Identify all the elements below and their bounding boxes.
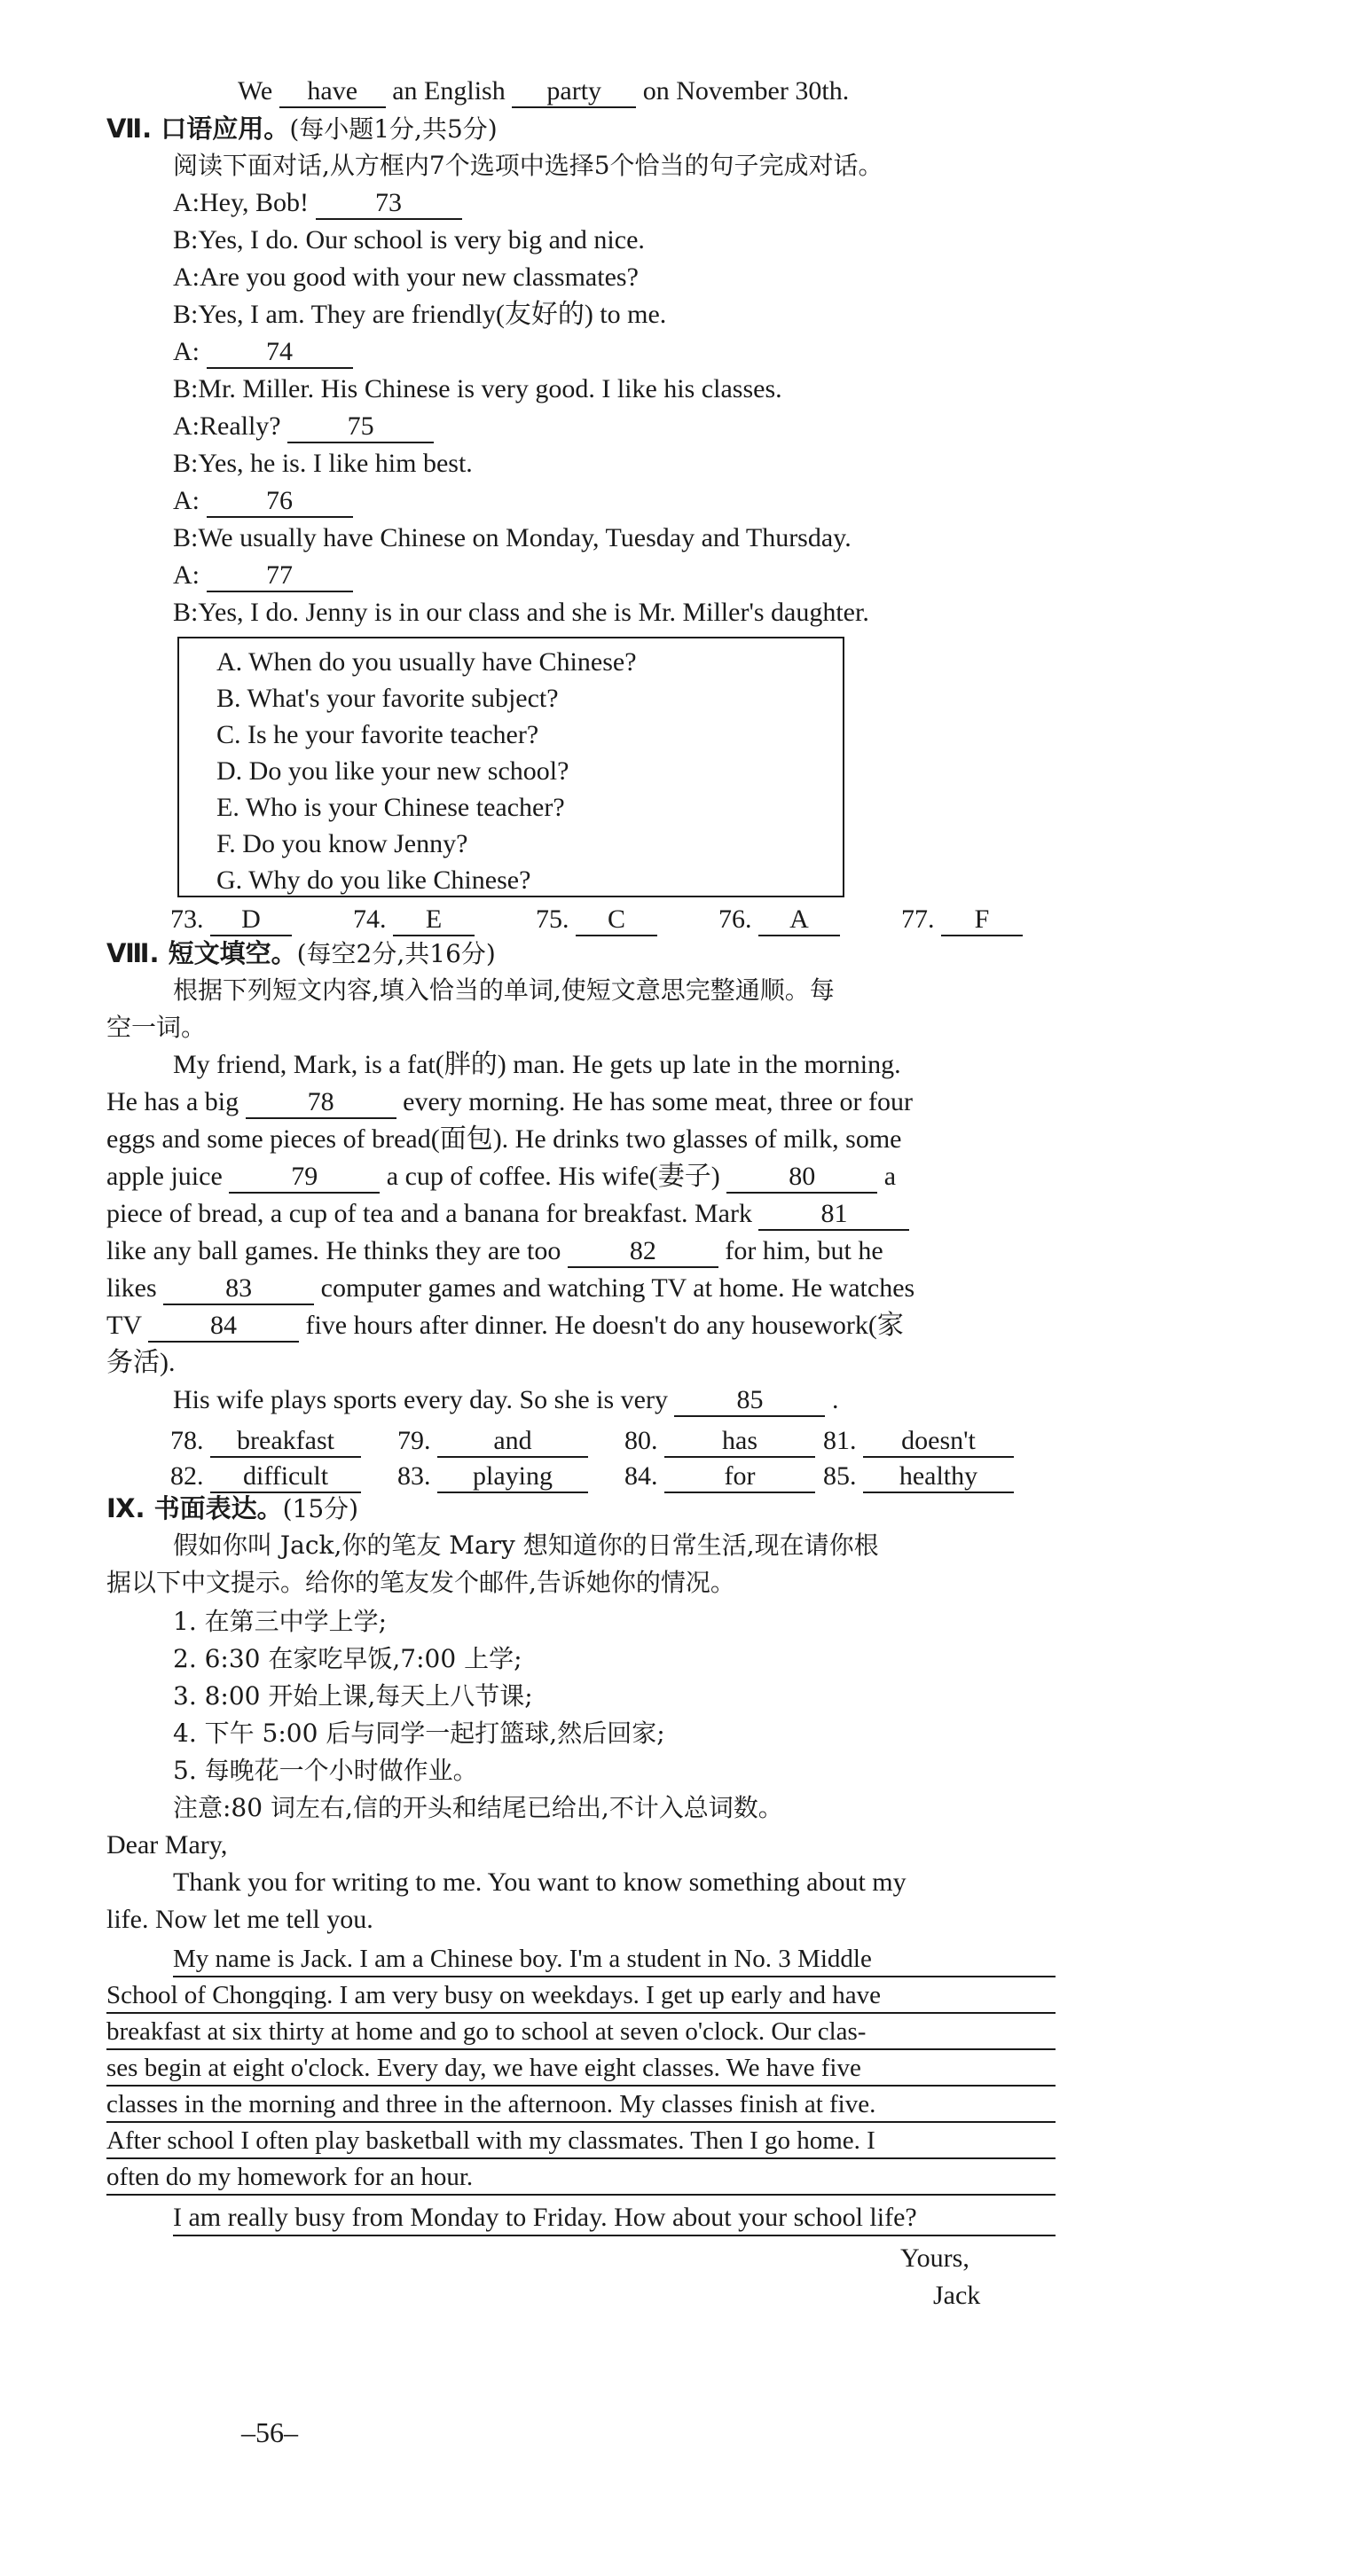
- essay-line: classes in the morning and three in the afternoon. My classes finish at five.: [106, 2087, 1056, 2123]
- answer-value: breakfast: [210, 1426, 361, 1458]
- passage-text: TV: [106, 1311, 142, 1340]
- dialog-line: [173, 445, 473, 482]
- answer-number: 75.: [536, 904, 569, 934]
- section9-title: Ⅸ. 书面表达。: [106, 1493, 283, 1523]
- answer-item: [170, 1422, 361, 1460]
- dialog-text: A:: [173, 337, 200, 366]
- section8-instruction-1: 根据下列短文内容,填入恰当的单词,使短文意思完整通顺。每: [173, 975, 835, 1005]
- option-item: B. What's your favorite subject?: [216, 684, 559, 713]
- passage-text: a: [883, 1162, 897, 1191]
- option-item: A. When do you usually have Chinese?: [216, 647, 637, 677]
- letter-opening-1: Thank you for writing to me. You want to know something about my: [173, 1867, 907, 1897]
- passage-text: five hours after dinner. He doesn't do any housework(家: [305, 1311, 904, 1340]
- passage-text: likes: [106, 1273, 157, 1303]
- option-item: D. Do you like your new school?: [216, 756, 569, 786]
- passage-line: [106, 1307, 904, 1344]
- passage-line: [106, 1158, 896, 1195]
- answer-item: [823, 1422, 1014, 1460]
- dialog-blank: 76: [207, 486, 353, 518]
- dialog-text: B:Mr. Miller. His Chinese is very good. I like his classes.: [173, 374, 782, 403]
- passage-text: His wife plays sports every day. So she is very: [173, 1385, 668, 1414]
- top-pre: We: [238, 76, 273, 106]
- dialog-line: [173, 296, 666, 333]
- essay-line: ses begin at eight o'clock. Every day, we have eight classes. We have five: [106, 2051, 1056, 2087]
- passage-text: every morning. He has some meat, three or four: [403, 1087, 913, 1116]
- option-item: G. Why do you like Chinese?: [216, 865, 531, 895]
- passage-text: eggs and some pieces of bread(面包). He drinks two glasses of milk, some: [106, 1124, 902, 1154]
- dialog-text: A:Are you good with your new classmates?: [173, 262, 639, 292]
- answer-item: [397, 1458, 588, 1495]
- hint-item: 5. 每晚花一个小时做作业。: [173, 1756, 478, 1785]
- dialog-line: [173, 259, 639, 296]
- passage-blank: 78: [246, 1087, 396, 1119]
- top-mid: an English: [392, 76, 506, 106]
- dialog-line: [173, 482, 353, 520]
- essay-line: School of Chongqing. I am very busy on weekdays. I get up early and have: [106, 1978, 1056, 2014]
- section7-heading: [106, 110, 498, 148]
- answer-item: [624, 1458, 815, 1495]
- answer-item: [901, 901, 1023, 938]
- answer-item: [718, 901, 840, 938]
- answer-value: F: [941, 904, 1023, 936]
- dialog-text: B:We usually have Chinese on Monday, Tuesday and Thursday.: [173, 523, 852, 552]
- dialog-blank: 75: [287, 411, 434, 443]
- answer-number: 79.: [397, 1426, 431, 1455]
- dialog-text: B:Yes, I am. They are friendly(友好的) to me.: [173, 300, 667, 329]
- answer-value: difficult: [210, 1461, 361, 1493]
- top-blank-1: have: [279, 76, 386, 108]
- passage-text: piece of bread, a cup of tea and a banana for breakfast. Mark: [106, 1199, 752, 1228]
- passage-line: [106, 1195, 909, 1233]
- dialog-text: A:Really?: [173, 411, 281, 441]
- dialog-line: [173, 222, 645, 259]
- section8-heading: [106, 935, 496, 973]
- answer-value: playing: [437, 1461, 588, 1493]
- answer-number: 81.: [823, 1426, 857, 1455]
- answer-item: [624, 1422, 815, 1460]
- answer-value: has: [664, 1426, 815, 1458]
- signature-yours: Yours,: [900, 2243, 969, 2273]
- dialog-line: [173, 594, 869, 631]
- section7-title: Ⅶ. 口语应用。: [106, 114, 290, 144]
- passage-text: like any ball games. He thinks they are too: [106, 1236, 561, 1265]
- passage-line: [106, 1121, 901, 1158]
- word-count-note: 注意:80 词左右,信的开头和结尾已给出,不计入总词数。: [173, 1793, 783, 1822]
- answer-value: C: [576, 904, 657, 936]
- option-item: E. Who is your Chinese teacher?: [216, 793, 565, 822]
- section8-title: Ⅷ. 短文填空。: [106, 938, 297, 968]
- section9-points: (15分): [282, 1494, 359, 1523]
- answer-item: [397, 1422, 588, 1460]
- passage-text: .: [831, 1385, 839, 1414]
- dialog-text: B:Yes, I do. Jenny is in our class and she is Mr. Miller's daughter.: [173, 598, 869, 627]
- passage-line: [106, 1344, 176, 1382]
- answer-value: for: [664, 1461, 815, 1493]
- answer-value: A: [758, 904, 840, 936]
- letter-opening-2: life. Now let me tell you.: [106, 1905, 373, 1934]
- passage-line: [173, 1046, 901, 1084]
- passage-blank: 82: [568, 1236, 718, 1268]
- answer-number: 76.: [718, 904, 752, 934]
- answer-number: 74.: [353, 904, 387, 934]
- dialog-blank: 74: [207, 337, 353, 369]
- answer-item: [353, 901, 475, 938]
- essay-line: often do my homework for an hour.: [106, 2160, 1056, 2196]
- answer-value: and: [437, 1426, 588, 1458]
- answer-number: 83.: [397, 1461, 431, 1491]
- passage-text: My friend, Mark, is a fat(胖的) man. He gets up late in the morning.: [173, 1050, 901, 1079]
- dialog-text: A:Hey, Bob!: [173, 188, 310, 217]
- essay-line: After school I often play basketball with my classmates. Then I go home. I: [106, 2124, 1056, 2159]
- answer-value: E: [393, 904, 475, 936]
- section8-points: (每空2分,共16分): [296, 939, 496, 968]
- answer-number: 78.: [170, 1426, 204, 1455]
- top-sentence: [238, 73, 849, 110]
- dialog-line: [173, 371, 782, 408]
- answer-item: [170, 901, 292, 938]
- passage-text: a cup of coffee. His wife(妻子): [386, 1162, 720, 1191]
- signature-name: Jack: [933, 2281, 981, 2310]
- passage-text: for him, but he: [725, 1236, 883, 1265]
- essay-line: My name is Jack. I am a Chinese boy. I'm a student in No. 3 Middle: [173, 1942, 1056, 1977]
- hint-item: 1. 在第三中学上学;: [173, 1607, 388, 1636]
- passage-line: [106, 1084, 913, 1121]
- section9-instruction-1: 假如你叫 Jack,你的笔友 Mary 想知道你的日常生活,现在请你根: [173, 1531, 879, 1560]
- dialog-text: B:Yes, I do. Our school is very big and nice.: [173, 225, 645, 254]
- passage-line: [106, 1270, 914, 1307]
- passage-blank: 83: [163, 1273, 314, 1305]
- section8-instruction-2: 空一词。: [106, 1013, 207, 1042]
- section7-points: (每小题1分,共5分): [289, 114, 498, 144]
- hint-item: 2. 6:30 在家吃早饭,7:00 上学;: [173, 1644, 522, 1673]
- answer-item: [823, 1458, 1014, 1495]
- hint-item: 4. 下午 5:00 后与同学一起打篮球,然后回家;: [173, 1719, 665, 1748]
- answer-item: [536, 901, 657, 938]
- dialog-blank: 73: [316, 188, 462, 220]
- option-item: C. Is he your favorite teacher?: [216, 720, 539, 749]
- dialog-line: [173, 520, 852, 557]
- answer-value: D: [210, 904, 292, 936]
- passage-text: computer games and watching TV at home. He watches: [320, 1273, 915, 1303]
- essay-line: breakfast at six thirty at home and go to school at seven o'clock. Our clas-: [106, 2015, 1056, 2050]
- passage-blank: 81: [758, 1199, 909, 1231]
- dialog-line: [173, 557, 353, 594]
- passage-blank: 84: [148, 1311, 299, 1343]
- letter-closing: I am really busy from Monday to Friday. How about your school life?: [173, 2201, 1056, 2236]
- passage-line: [173, 1382, 838, 1419]
- dialog-line: [173, 333, 353, 371]
- page-number: –56–: [241, 2416, 298, 2448]
- options-box: [177, 637, 844, 897]
- section7-instruction: 阅读下面对话,从方框内7个选项中选择5个恰当的句子完成对话。: [173, 151, 883, 180]
- passage-text: apple juice: [106, 1162, 223, 1191]
- passage-text: 务活).: [106, 1348, 176, 1377]
- passage-blank: 80: [726, 1162, 877, 1194]
- hint-item: 3. 8:00 开始上课,每天上八节课;: [173, 1681, 533, 1711]
- answer-value: healthy: [863, 1461, 1014, 1493]
- answer-number: 85.: [823, 1461, 857, 1491]
- answer-number: 84.: [624, 1461, 658, 1491]
- option-item: F. Do you know Jenny?: [216, 829, 468, 858]
- dialog-text: B:Yes, he is. I like him best.: [173, 449, 473, 478]
- dialog-text: A:: [173, 486, 200, 515]
- top-blank-2: party: [512, 76, 636, 108]
- dialog-line: [173, 408, 434, 445]
- passage-blank: 85: [674, 1385, 825, 1417]
- answer-value: doesn't: [863, 1426, 1014, 1458]
- answer-number: 80.: [624, 1426, 658, 1455]
- passage-line: [106, 1233, 883, 1270]
- answer-number: 77.: [901, 904, 935, 934]
- passage-text: He has a big: [106, 1087, 239, 1116]
- section9-instruction-2: 据以下中文提示。给你的笔友发个邮件,告诉她你的情况。: [106, 1568, 735, 1597]
- answer-number: 73.: [170, 904, 204, 934]
- dialog-line: [173, 184, 462, 222]
- dialog-text: A:: [173, 560, 200, 590]
- answer-number: 82.: [170, 1461, 204, 1491]
- passage-blank: 79: [229, 1162, 380, 1194]
- letter-greeting: Dear Mary,: [106, 1830, 228, 1860]
- section9-heading: [106, 1490, 358, 1528]
- top-post: on November 30th.: [642, 76, 850, 106]
- dialog-blank: 77: [207, 560, 353, 592]
